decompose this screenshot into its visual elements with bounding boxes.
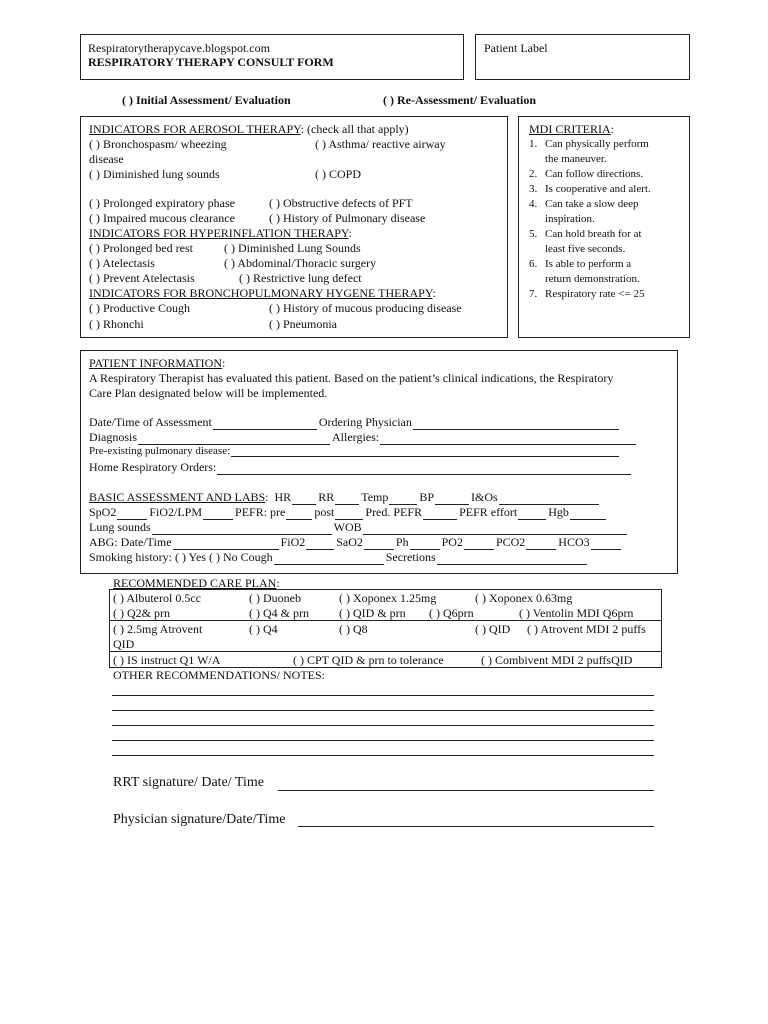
pred-pefr-label: Pred. PEFR [365, 505, 423, 519]
lung-sounds-field[interactable] [152, 523, 332, 535]
temp-field[interactable] [389, 493, 417, 505]
aerosol-heading-note: : (check all that apply) [300, 122, 409, 136]
hyper-diminished[interactable]: ( ) Diminished Lung Sounds [224, 241, 361, 255]
hgb-field[interactable] [570, 508, 606, 520]
mdi-criteria-box [518, 116, 690, 338]
reassessment-checkbox[interactable]: ( ) Re-Assessment/ Evaluation [383, 93, 536, 107]
hgb-label: Hgb [548, 505, 569, 519]
mdi-item-1-num: 1. [529, 138, 538, 150]
pefr-effort-label: PEFR effort [459, 505, 518, 519]
wob-label: WOB [333, 520, 362, 534]
fio2lpm-label: FiO2/LPM [149, 505, 203, 519]
mdi-item-6: Is able to perform a [545, 258, 632, 270]
qid-option[interactable]: ( ) QID [475, 622, 511, 636]
mdi-item-4: Can take a slow deep [545, 198, 639, 210]
patient-information-box [80, 350, 678, 574]
hyper-bed-rest[interactable]: ( ) Prolonged bed rest [89, 241, 193, 255]
mdi-item-2-num: 2. [529, 168, 538, 180]
bronch-productive[interactable]: ( ) Productive Cough [89, 301, 190, 315]
date-time-label: Date/Time of Assessment [89, 415, 212, 429]
row-pre-existing [89, 445, 621, 457]
aerosol-copd[interactable]: ( ) COPD [315, 167, 362, 181]
cpt-option[interactable]: ( ) CPT QID & prn to tolerance [293, 653, 444, 667]
secretions-label: Secretions [385, 550, 436, 564]
atrovent-mdi-cont: QID [113, 637, 135, 651]
mdi-item-4-num: 4. [529, 198, 538, 210]
notes-line-5[interactable] [112, 755, 654, 756]
patient-info-paragraph-2: Care Plan designated below will be implemented. [89, 386, 328, 400]
rr-field[interactable] [335, 493, 359, 505]
mdi-item-6-num: 6. [529, 258, 538, 270]
qid-prn-option[interactable]: ( ) QID & prn [339, 606, 406, 620]
mdi-heading [529, 122, 614, 137]
atrovent-option[interactable]: ( ) 2.5mg Atrovent [113, 622, 203, 636]
q6prn-option[interactable]: ( ) Q6prn [429, 606, 474, 620]
site-name: Respiratorytherapycave.blogspot.com [88, 41, 270, 55]
xoponex-063-option[interactable]: ( ) Xoponex 0.63mg [475, 591, 573, 605]
row-diagnosis-allergies [89, 430, 638, 445]
hr-field[interactable] [292, 493, 316, 505]
q8-option[interactable]: ( ) Q8 [339, 622, 368, 636]
rrt-signature-label: RRT signature/ Date/ Time [113, 775, 264, 790]
q2-prn-option[interactable]: ( ) Q2& prn [113, 606, 170, 620]
pefr-pre-field[interactable] [286, 508, 312, 520]
pre-existing-label: Pre-existing pulmonary disease: [89, 445, 231, 457]
care-row-1-wrap [113, 590, 658, 605]
xoponex-125-option[interactable]: ( ) Xoponex 1.25mg [339, 591, 437, 605]
indicators-box [80, 116, 508, 338]
row-spo2 [89, 505, 608, 520]
sao2-field[interactable] [364, 538, 394, 550]
initial-assessment-checkbox[interactable]: ( ) Initial Assessment/ Evaluation [122, 93, 291, 107]
aerosol-obstructive[interactable]: ( ) Obstructive defects of PFT [269, 196, 413, 210]
basic-assessment-heading: BASIC ASSESSMENT AND LABS [89, 490, 266, 504]
rr-label: RR [318, 490, 335, 504]
mdi-item-1-cont: the maneuver. [545, 153, 607, 165]
mdi-item-4-cont: inspiration. [545, 213, 595, 225]
pefr-effort-field[interactable] [518, 508, 546, 520]
patient-label-box[interactable] [475, 34, 690, 80]
diagnosis-label: Diagnosis [89, 430, 137, 444]
mdi-item-5-cont: least five seconds. [545, 243, 626, 255]
albuterol-option[interactable]: ( ) Albuterol 0.5cc [113, 591, 201, 605]
bp-field[interactable] [435, 493, 469, 505]
other-recommendations-heading: OTHER RECOMMENDATIONS/ NOTES: [113, 668, 326, 682]
bronchopulmonary-heading [89, 286, 436, 301]
care-plan-heading-colon: : [276, 576, 280, 590]
date-time-field[interactable] [213, 418, 317, 430]
home-orders-label: Home Respiratory Orders: [89, 460, 217, 474]
patient-info-heading [89, 356, 225, 371]
po2-label: PO2 [441, 535, 463, 549]
bronch-rhonchi[interactable]: ( ) Rhonchi [89, 317, 144, 331]
header-box [80, 34, 464, 80]
allergies-field[interactable] [380, 433, 636, 445]
fio2-field[interactable] [306, 538, 334, 550]
form-title: RESPIRATORY THERAPY CONSULT FORM [88, 55, 334, 69]
combivent-option[interactable]: ( ) Combivent MDI 2 puffsQID [481, 653, 633, 667]
pre-existing-field[interactable] [231, 445, 619, 457]
ph-field[interactable] [410, 538, 440, 550]
row-smoking [89, 550, 589, 565]
mdi-heading-colon: : [610, 122, 615, 136]
hyper-restrictive[interactable]: ( ) Restrictive lung defect [239, 271, 362, 285]
rrt-signature-field[interactable] [278, 790, 654, 791]
fio2lpm-field[interactable] [203, 508, 233, 520]
physician-signature-label: Physician signature/Date/Time [113, 812, 286, 827]
spo2-field[interactable] [117, 508, 147, 520]
mdi-heading-text: MDI CRITERIA [529, 122, 611, 136]
mdi-item-1: Can physically perform [545, 138, 649, 150]
po2-field[interactable] [464, 538, 494, 550]
mdi-item-2: Can follow directions. [545, 168, 644, 180]
abg-field[interactable] [173, 538, 279, 550]
patient-info-heading-colon: : [222, 356, 226, 370]
pco2-field[interactable] [526, 538, 556, 550]
patient-info-heading-text: PATIENT INFORMATION [89, 356, 223, 370]
ordering-physician-label: Ordering Physician [318, 415, 412, 429]
care-row-3-cell [110, 652, 662, 668]
notes-line-2[interactable] [112, 710, 654, 711]
atrovent-mdi-option[interactable]: ( ) Atrovent MDI 2 puffs [527, 622, 646, 636]
care-row-2-wrap [113, 621, 658, 651]
diagnosis-field[interactable] [138, 433, 330, 445]
aerosol-heading [89, 122, 409, 137]
ordering-physician-field[interactable] [413, 418, 619, 430]
lung-sounds-label: Lung sounds [89, 520, 151, 534]
ph-label: Ph [395, 535, 409, 549]
allergies-label: Allergies: [332, 430, 380, 444]
hyper-surgery[interactable]: ( ) Abdominal/Thoracic surgery [224, 256, 377, 270]
wob-field[interactable] [363, 523, 627, 535]
smoking-label: Smoking history: ( ) Yes ( ) No Cough [89, 550, 273, 564]
row-home-orders [89, 460, 633, 475]
hyperinflation-heading [89, 226, 352, 241]
hyper-prevent[interactable]: ( ) Prevent Atelectasis [89, 271, 195, 285]
care-row-2-cell [110, 621, 662, 652]
ventolin-option[interactable]: ( ) Ventolin MDI Q6prn [519, 606, 634, 620]
is-instruct-option[interactable]: ( ) IS instruct Q1 W/A [113, 653, 221, 667]
care-row-3-wrap [113, 652, 658, 667]
cough-field[interactable] [274, 553, 384, 565]
pred-pefr-field[interactable] [423, 508, 457, 520]
secretions-field[interactable] [437, 553, 587, 565]
row-lung-sounds [89, 520, 629, 535]
mdi-item-5: Can hold breath for at [545, 228, 642, 240]
care-row-1b-wrap [113, 605, 658, 620]
notes-line-3[interactable] [112, 725, 654, 726]
mdi-item-7-num: 7. [529, 288, 538, 300]
hyperinflation-heading-colon: : [348, 226, 352, 240]
patient-label: Patient Label [484, 41, 548, 55]
abg-label: ABG: Date/Time [89, 535, 172, 549]
row-date-physician [89, 415, 621, 430]
aerosol-heading-text: INDICATORS FOR AEROSOL THERAPY [89, 122, 301, 136]
bronch-pneumonia[interactable]: ( ) Pneumonia [269, 317, 337, 331]
row-abg [89, 535, 623, 550]
care-row-1-cell [110, 590, 662, 621]
aerosol-asthma[interactable]: ( ) Asthma/ reactive airway [315, 137, 446, 151]
aerosol-diminished[interactable]: ( ) Diminished lung sounds [89, 167, 220, 181]
q4-option[interactable]: ( ) Q4 [249, 622, 278, 636]
hr-label: HR [274, 490, 292, 504]
ios-label: I&Os [471, 490, 498, 504]
pco2-label: PCO2 [495, 535, 526, 549]
mdi-item-7: Respiratory rate <= 25 [545, 288, 645, 300]
physician-signature-field[interactable] [298, 826, 654, 827]
hyperinflation-heading-text: INDICATORS FOR HYPERINFLATION THERAPY [89, 226, 349, 240]
row-vitals [89, 490, 601, 505]
bronchopulmonary-heading-text: INDICATORS FOR BRONCHOPULMONARY HYGENE THERAPY [89, 286, 433, 300]
temp-label: Temp [361, 490, 389, 504]
pefr-post-field[interactable] [335, 508, 363, 520]
aerosol-prolonged[interactable]: ( ) Prolonged expiratory phase [89, 196, 235, 210]
fio2-label: FiO2 [280, 535, 306, 549]
care-row-2 [110, 621, 662, 652]
care-plan-heading-text: RECOMMENDED CARE PLAN [113, 576, 277, 590]
ios-field[interactable] [499, 493, 599, 505]
pefr-pre-label: PEFR: pre [235, 505, 286, 519]
sao2-label: SaO2 [336, 535, 363, 549]
bronch-history[interactable]: ( ) History of mucous producing disease [269, 301, 462, 315]
hyper-atelectasis[interactable]: ( ) Atelectasis [89, 256, 155, 270]
hco3-label: HCO3 [558, 535, 590, 549]
care-row-3 [110, 652, 662, 668]
aerosol-history[interactable]: ( ) History of Pulmonary disease [269, 211, 426, 225]
mdi-item-3-num: 3. [529, 183, 538, 195]
care-row-1 [110, 590, 662, 621]
notes-line-4[interactable] [112, 740, 654, 741]
mdi-item-3: Is cooperative and alert. [545, 183, 651, 195]
mdi-item-6-cont: return demonstration. [545, 273, 640, 285]
aerosol-bronchospasm[interactable]: ( ) Bronchospasm/ wheezing [89, 137, 227, 151]
aerosol-asthma-cont: disease [89, 152, 124, 166]
mdi-item-5-num: 5. [529, 228, 538, 240]
q4-prn-option[interactable]: ( ) Q4 & prn [249, 606, 309, 620]
home-orders-field[interactable] [217, 463, 631, 475]
spo2-label: SpO2 [89, 505, 117, 519]
duoneb-option[interactable]: ( ) Duoneb [249, 591, 301, 605]
care-plan-table [109, 589, 662, 668]
bronchopulmonary-heading-colon: : [432, 286, 436, 300]
pefr-post-label: post [314, 505, 335, 519]
bp-label: BP [419, 490, 435, 504]
aerosol-impaired[interactable]: ( ) Impaired mucous clearance [89, 211, 235, 225]
notes-line-1[interactable] [112, 695, 654, 696]
hco3-field[interactable] [591, 538, 621, 550]
patient-info-paragraph-1: A Respiratory Therapist has evaluated this patient. Based on the patient’s clinical indications, the Respiratory [89, 371, 614, 385]
basic-assessment-colon: : [265, 490, 275, 504]
